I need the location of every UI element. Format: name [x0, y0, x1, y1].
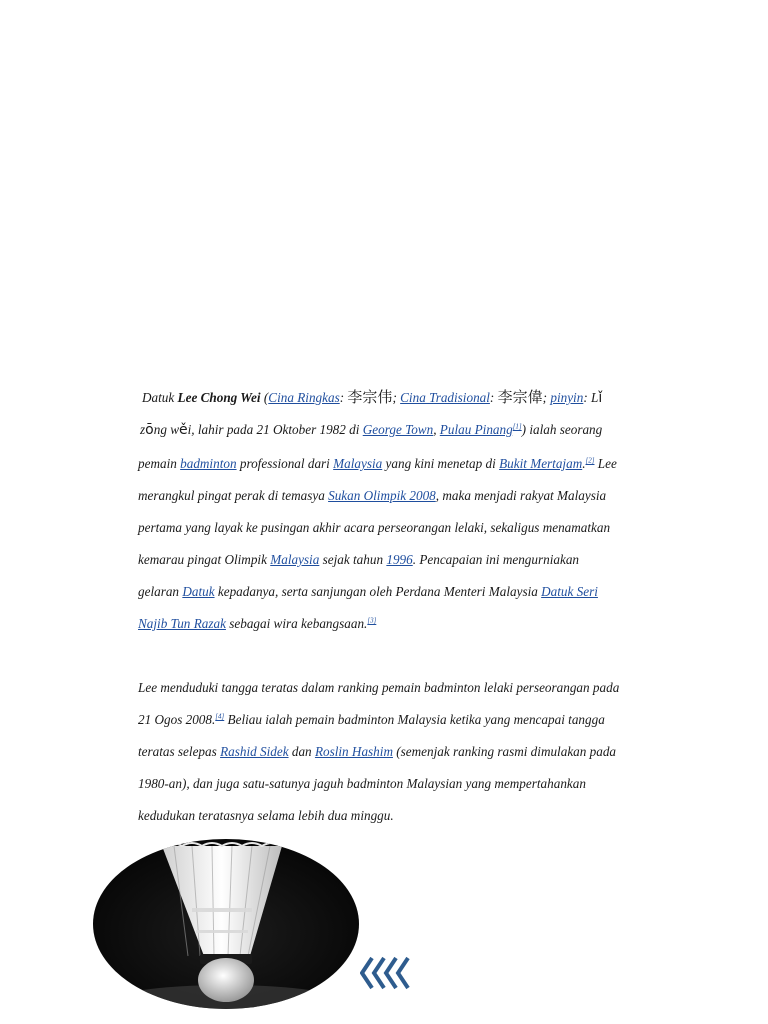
reference-1[interactable]: [1] [512, 422, 522, 431]
p1-line-3 [138, 456, 617, 472]
text: pemain [138, 456, 181, 471]
p1-line-2 [140, 422, 602, 438]
link-malaysia[interactable]: Malaysia [333, 456, 383, 471]
link-cina-ringkas[interactable]: Cina Ringkas [268, 390, 340, 405]
text: sejak tahun [319, 552, 387, 567]
link-1996[interactable]: 1996 [386, 552, 413, 567]
text: ; [392, 390, 401, 405]
p2-line-1 [138, 680, 619, 696]
p1-line-8 [138, 616, 376, 632]
link-cina-tradisional[interactable]: Cina Tradisional [400, 390, 490, 405]
text: gelaran [138, 584, 183, 599]
text: . Pencapaian ini mengurniakan [412, 552, 580, 567]
text: Beliau ialah pemain badminton Malaysia ketika yang mencapai tangga [224, 712, 605, 727]
double-chevron-left-icon[interactable] [360, 956, 410, 990]
pinyin-char: ō [145, 422, 154, 438]
link-datuk[interactable]: Datuk [182, 584, 215, 599]
text: , maka menjadi rakyat Malaysia [435, 488, 607, 503]
text: Datuk [142, 390, 178, 405]
link-rashid-sidek[interactable]: Rashid Sidek [220, 744, 289, 759]
text: Lee [594, 456, 617, 471]
text: yang kini menetap di [382, 456, 500, 471]
text: : [489, 390, 498, 405]
p2-line-4 [138, 776, 586, 792]
text: professional dari [236, 456, 334, 471]
text: Lee menduduki tangga teratas dalam ranking pemain badminton lelaki perseorangan pada [138, 680, 620, 695]
text: , [433, 422, 440, 437]
p2-line-3 [138, 744, 616, 760]
text: sebagai wira kebangsaan. [225, 616, 368, 631]
pinyin-char: ǐ [598, 390, 603, 406]
reference-3[interactable]: [3] [367, 616, 377, 625]
text: kedudukan teratasnya selama lebih dua minggu. [138, 808, 394, 823]
shuttlecock-photo [92, 838, 360, 1010]
text: 1980-an), dan juga satu-satunya jaguh badminton Malaysian yang mempertahankan [138, 776, 586, 791]
p1-line-5 [138, 520, 610, 536]
p1-line-1 [142, 386, 602, 407]
text: merangkul pingat perak di temasya [138, 488, 329, 503]
text: i, lahir pada 21 Oktober 1982 di [187, 422, 363, 437]
link-badminton[interactable]: badminton [180, 456, 237, 471]
text: 21 Ogos 2008. [138, 712, 216, 727]
link-bukit-mertajam[interactable]: Bukit Mertajam [499, 456, 583, 471]
link-malaysia-2[interactable]: Malaysia [270, 552, 320, 567]
text: ng w [153, 422, 179, 437]
text: : L [583, 390, 599, 405]
p1-line-4 [138, 488, 606, 504]
p2-line-5 [138, 808, 394, 824]
reference-4[interactable]: [4] [215, 712, 225, 721]
chinese-simplified-name: 李宗伟 [347, 388, 393, 406]
text: ; [542, 390, 551, 405]
link-pulau-pinang[interactable]: Pulau Pinang [439, 422, 513, 437]
text: kemarau pingat Olimpik [138, 552, 271, 567]
link-george-town[interactable]: George Town [362, 422, 434, 437]
person-name: Lee Chong Wei [177, 390, 261, 405]
p1-line-7 [138, 584, 598, 600]
chinese-traditional-name: 李宗偉 [497, 388, 543, 406]
text: (semenjak ranking rasmi dimulakan pada [392, 744, 617, 759]
text: z [140, 422, 146, 437]
text: pertama yang layak ke pusingan akhir acara perseorangan lelaki, sekaligus menamatkan [138, 520, 611, 535]
link-roslin-hashim[interactable]: Roslin Hashim [314, 744, 393, 759]
text: : [339, 390, 348, 405]
p1-line-6 [138, 552, 579, 568]
link-sukan-olimpik-2008[interactable]: Sukan Olimpik 2008 [328, 488, 436, 503]
text: ) ialah seorang [521, 422, 603, 437]
text: ( [260, 390, 269, 405]
text: teratas selepas [138, 744, 221, 759]
pinyin-char: ě [179, 422, 188, 438]
link-datuk-seri[interactable]: Datuk Seri [541, 584, 598, 599]
p2-line-2 [138, 712, 605, 728]
text: dan [288, 744, 315, 759]
text: . [582, 456, 586, 471]
text: kepadanya, serta sanjungan oleh Perdana Menteri Malaysia [214, 584, 542, 599]
link-pinyin[interactable]: pinyin [550, 390, 584, 405]
link-najib-tun-razak[interactable]: Najib Tun Razak [138, 616, 226, 631]
reference-2[interactable]: [2] [585, 456, 595, 465]
